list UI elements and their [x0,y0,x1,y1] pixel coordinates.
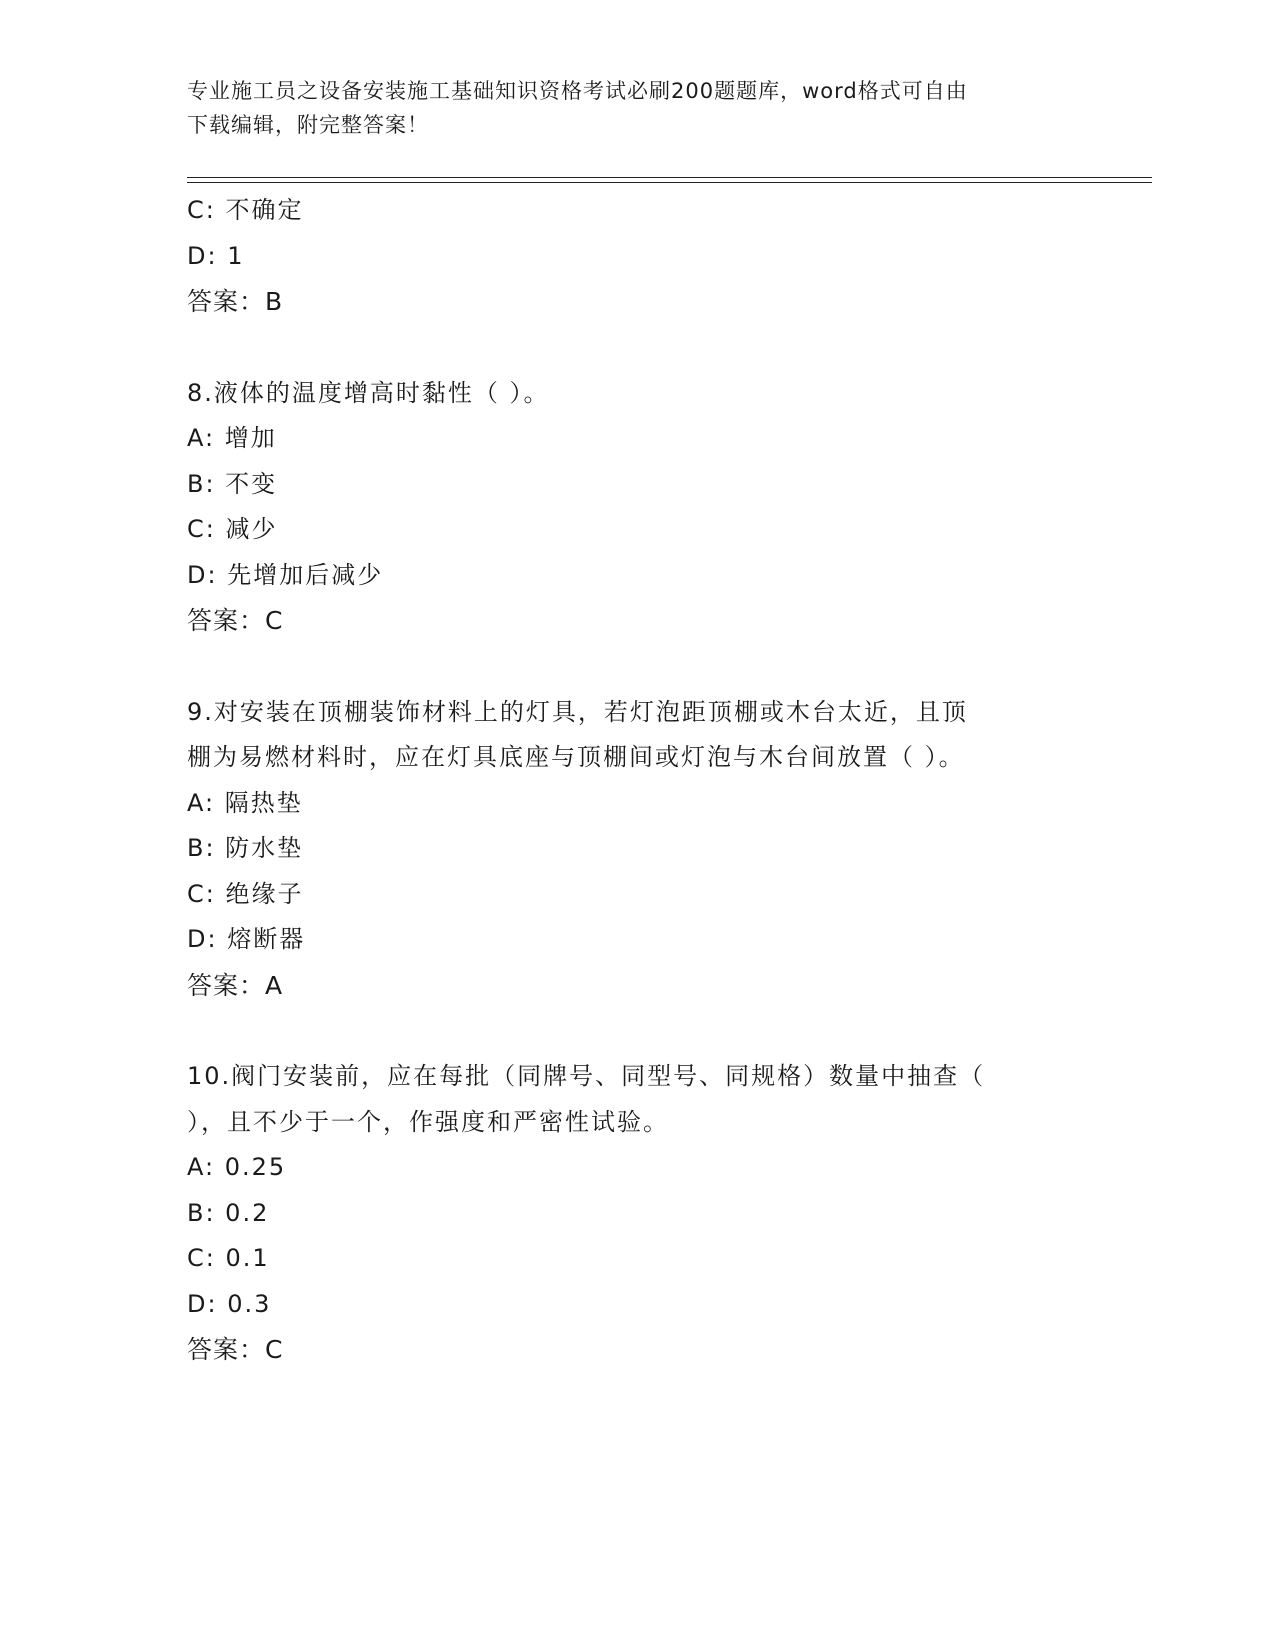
question-text [187,1054,1067,1145]
option-d: D: 先增加后减少 [187,560,384,589]
option-d: D: 1 [187,241,245,270]
option-a: A: 0.25 [187,1153,287,1181]
question-text-line: 8.液体的温度增高时黏性（ ）。 [187,378,550,407]
spacer [187,644,1087,690]
question-8 [187,371,1087,644]
header-line-2: 下载编辑，附完整答案！ [187,113,429,137]
header-divider-bottom [187,182,1152,183]
spacer [187,1008,1087,1054]
answer: 答案：C [187,606,284,635]
option-c: C: 0.1 [187,1244,270,1272]
question-9 [187,690,1087,1009]
answer: 答案：A [187,970,284,1000]
option-d: D: 0.3 [187,1289,272,1318]
answer: 答案：C [187,1335,284,1364]
document-body [187,188,1087,1373]
option-a: A: 隔热垫 [187,788,303,817]
header-line-1: 专业施工员之设备安装施工基础知识资格考试必刷200题题库，word格式可自由 [187,79,968,103]
answer: 答案：B [187,287,284,316]
question-text-line: 10.阀门安装前，应在每批（同牌号、同型号、同规格）数量中抽查（ [187,1062,986,1090]
question-7-continuation [187,188,1087,325]
question-text [187,690,1067,781]
question-text [187,371,1067,417]
header-divider-top [187,177,1152,178]
option-c: C: 绝缘子 [187,879,304,908]
spacer [187,325,1087,371]
document-header [187,74,1067,142]
question-text-line: 棚为易燃材料时，应在灯具底座与顶棚间或灯泡与木台间放置（ ）。 [187,743,965,771]
option-b: B: 不变 [187,469,278,498]
option-c: C: 减少 [187,515,278,543]
option-c: C: 不确定 [187,196,304,224]
question-text-line: ），且不少于一个，作强度和严密性试验。 [187,1107,669,1136]
option-b: B: 0.2 [187,1198,270,1227]
option-d: D: 熔断器 [187,925,306,953]
option-a: A: 增加 [187,424,277,452]
option-b: B: 防水垫 [187,834,304,862]
question-10 [187,1054,1087,1373]
question-text-line: 9.对安装在顶棚装饰材料上的灯具，若灯泡距顶棚或木台太近，且顶 [187,697,968,726]
